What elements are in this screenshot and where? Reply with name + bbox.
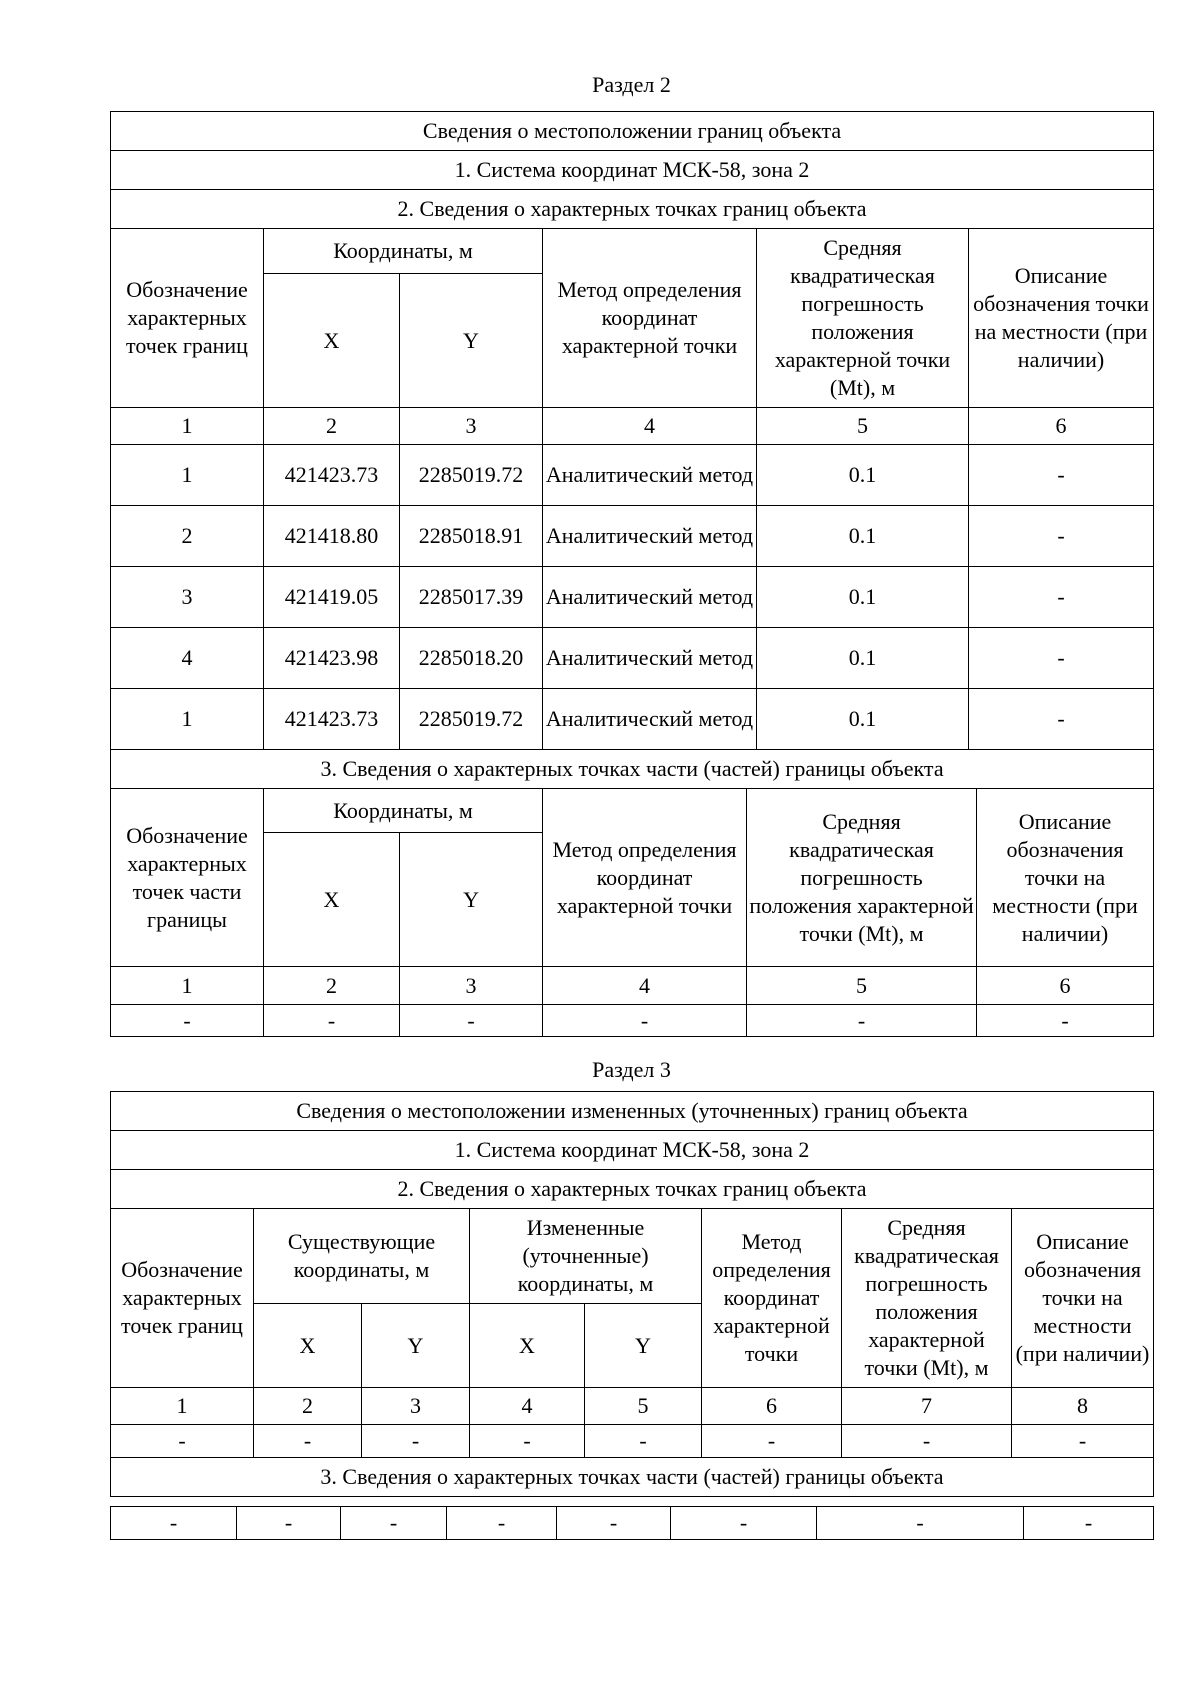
col-number: 6	[977, 967, 1154, 1005]
header-x: X	[264, 274, 400, 408]
col-number: 5	[585, 1388, 702, 1425]
empty-cell: -	[111, 1425, 254, 1458]
error: 0.1	[757, 506, 969, 567]
error: 0.1	[757, 628, 969, 689]
col-number: 5	[747, 967, 977, 1005]
col-number: 7	[842, 1388, 1012, 1425]
method: Аналитический метод	[543, 567, 757, 628]
point-number: 3	[111, 567, 264, 628]
coord-x: 421423.98	[264, 628, 400, 689]
s3-header-designation: Обозначение характерных точек границ	[111, 1209, 254, 1388]
col-number: 1	[111, 408, 264, 445]
section2-table	[110, 111, 1154, 789]
parts-header-error: Средняя квадратическая погрешность положения характерной точки (Mt), м	[747, 789, 977, 967]
table-row	[111, 445, 1154, 506]
empty-cell: -	[400, 1005, 543, 1037]
empty-cell: -	[817, 1507, 1024, 1540]
section3-coord-system: 1. Система координат МСК-58, зона 2	[111, 1131, 1154, 1170]
s3-header-description: Описание обозначения точки на местности (при наличии)	[1012, 1209, 1154, 1388]
method: Аналитический метод	[543, 506, 757, 567]
coord-y: 2285019.72	[400, 689, 543, 750]
s3-header-method: Метод определения координат характерной точки	[702, 1209, 842, 1388]
table-row	[111, 1425, 1154, 1458]
s3-header-error: Средняя квадратическая погрешность положения характерной точки (Mt), м	[842, 1209, 1012, 1388]
coord-x: 421418.80	[264, 506, 400, 567]
section2-table-title: Сведения о местоположении границ объекта	[111, 112, 1154, 151]
col-number: 6	[969, 408, 1154, 445]
empty-cell: -	[264, 1005, 400, 1037]
table-row	[111, 1507, 1154, 1540]
empty-cell: -	[237, 1507, 341, 1540]
coord-y: 2285018.91	[400, 506, 543, 567]
col-number: 4	[543, 408, 757, 445]
col-number: 6	[702, 1388, 842, 1425]
header-method: Метод определения координат характерной точки	[543, 229, 757, 408]
empty-cell: -	[747, 1005, 977, 1037]
empty-cell: -	[543, 1005, 747, 1037]
header-description: Описание обозначения точки на местности (при наличии)	[969, 229, 1154, 408]
col-number: 4	[543, 967, 747, 1005]
col-number: 3	[400, 408, 543, 445]
parts-header-coords: Координаты, м	[264, 789, 543, 833]
description: -	[969, 445, 1154, 506]
col-number: 2	[254, 1388, 362, 1425]
description: -	[969, 567, 1154, 628]
empty-cell: -	[111, 1005, 264, 1037]
table-row	[111, 506, 1154, 567]
col-number: 3	[400, 967, 543, 1005]
method: Аналитический метод	[543, 445, 757, 506]
coord-x: 421423.73	[264, 689, 400, 750]
empty-cell: -	[1012, 1425, 1154, 1458]
empty-cell: -	[447, 1507, 557, 1540]
s3-header-changed: Измененные (уточненные) координаты, м	[470, 1209, 702, 1304]
col-number: 1	[111, 1388, 254, 1425]
error: 0.1	[757, 567, 969, 628]
table-row	[111, 567, 1154, 628]
section2-parts-table	[110, 788, 1154, 1037]
coord-x: 421419.05	[264, 567, 400, 628]
parts-header-description: Описание обозначения точки на местности (при наличии)	[977, 789, 1154, 967]
header-error: Средняя квадратическая погрешность положения характерной точки (Mt), м	[757, 229, 969, 408]
parts-header-x: X	[264, 833, 400, 967]
header-coords: Координаты, м	[264, 229, 543, 274]
empty-cell: -	[557, 1507, 671, 1540]
s3-header-x-existing: X	[254, 1304, 362, 1388]
empty-cell: -	[702, 1425, 842, 1458]
col-number: 3	[362, 1388, 470, 1425]
method: Аналитический метод	[543, 689, 757, 750]
empty-cell: -	[1024, 1507, 1154, 1540]
section3-points-heading: 2. Сведения о характерных точках границ объекта	[111, 1170, 1154, 1209]
empty-cell: -	[341, 1507, 447, 1540]
error: 0.1	[757, 445, 969, 506]
section3-parts-heading: 3. Сведения о характерных точках части (частей) границы объекта	[111, 1458, 1154, 1497]
col-number: 1	[111, 967, 264, 1005]
section3-table	[110, 1091, 1154, 1497]
empty-cell: -	[671, 1507, 817, 1540]
parts-column-numbers-row	[111, 967, 1154, 1005]
empty-cell: -	[254, 1425, 362, 1458]
table-row	[111, 1005, 1154, 1037]
table-row	[111, 689, 1154, 750]
section3-parts-table	[110, 1506, 1154, 1540]
section3-table-title: Сведения о местоположении измененных (уточненных) границ объекта	[111, 1092, 1154, 1131]
error: 0.1	[757, 689, 969, 750]
method: Аналитический метод	[543, 628, 757, 689]
empty-cell: -	[111, 1507, 237, 1540]
header-designation: Обозначение характерных точек границ	[111, 229, 264, 408]
point-number: 4	[111, 628, 264, 689]
s3-header-y-existing: Y	[362, 1304, 470, 1388]
description: -	[969, 506, 1154, 567]
parts-header-designation: Обозначение характерных точек части границы	[111, 789, 264, 967]
description: -	[969, 628, 1154, 689]
coord-y: 2285019.72	[400, 445, 543, 506]
s3-header-y-changed: Y	[585, 1304, 702, 1388]
empty-cell: -	[977, 1005, 1154, 1037]
section2-coord-system: 1. Система координат МСК-58, зона 2	[111, 151, 1154, 190]
col-number: 4	[470, 1388, 585, 1425]
column-numbers-row	[111, 408, 1154, 445]
table-row	[111, 628, 1154, 689]
section2-title: Раздел 2	[592, 72, 671, 97]
header-y: Y	[400, 274, 543, 408]
col-number: 2	[264, 408, 400, 445]
parts-header-y: Y	[400, 833, 543, 967]
point-number: 1	[111, 689, 264, 750]
point-number: 1	[111, 445, 264, 506]
coord-y: 2285017.39	[400, 567, 543, 628]
empty-cell: -	[842, 1425, 1012, 1458]
col-number: 8	[1012, 1388, 1154, 1425]
s3-header-existing: Существующие координаты, м	[254, 1209, 470, 1304]
coord-y: 2285018.20	[400, 628, 543, 689]
empty-cell: -	[585, 1425, 702, 1458]
parts-header-method: Метод определения координат характерной точки	[543, 789, 747, 967]
section3-title: Раздел 3	[592, 1057, 671, 1082]
description: -	[969, 689, 1154, 750]
section2-parts-heading: 3. Сведения о характерных точках части (частей) границы объекта	[111, 750, 1154, 789]
empty-cell: -	[470, 1425, 585, 1458]
point-number: 2	[111, 506, 264, 567]
section2-points-heading: 2. Сведения о характерных точках границ объекта	[111, 190, 1154, 229]
s3-column-numbers-row	[111, 1388, 1154, 1425]
s3-header-x-changed: X	[470, 1304, 585, 1388]
col-number: 5	[757, 408, 969, 445]
empty-cell: -	[362, 1425, 470, 1458]
col-number: 2	[264, 967, 400, 1005]
coord-x: 421423.73	[264, 445, 400, 506]
